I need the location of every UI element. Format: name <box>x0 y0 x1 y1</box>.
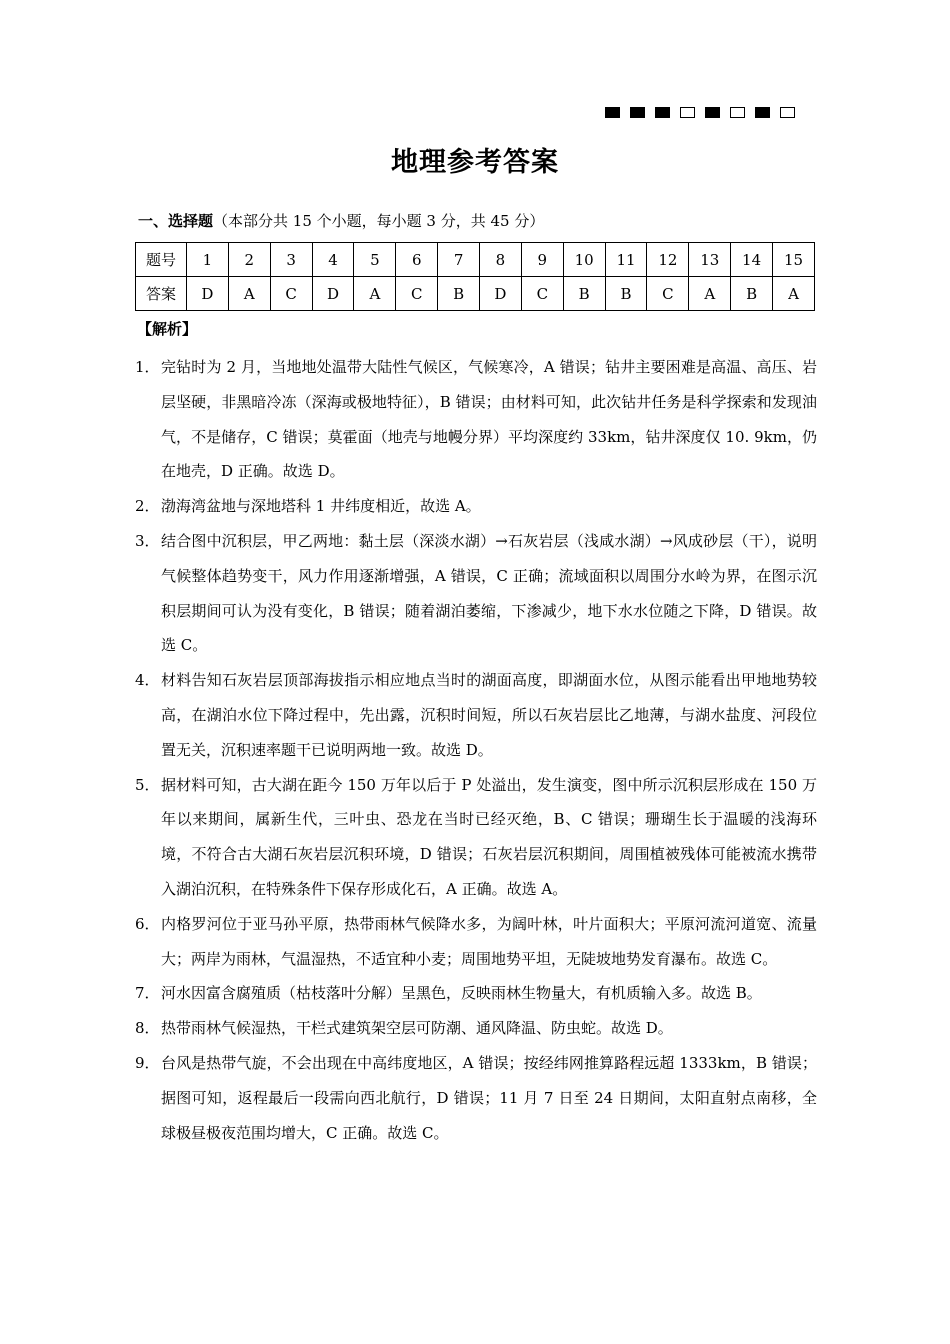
explanation-text: 内格罗河位于亚马孙平原，热带雨林气候降水多，为阔叶林，叶片面积大；平原河流河道宽、流量大；两岸为雨林，气温湿热，不适宜种小麦；周围地势平坦，无陡坡地势发育瀑布。故选 C。 <box>161 914 817 968</box>
explanation-number: 1． <box>135 358 160 376</box>
answer-table-answer-row <box>136 277 815 311</box>
filled-square-icon <box>755 107 770 118</box>
explanation-item <box>135 907 817 977</box>
question-number-cell: 15 <box>773 243 815 277</box>
question-number-cell: 9 <box>521 243 563 277</box>
explanation-item <box>135 1046 817 1150</box>
answer-cell: B <box>563 277 605 311</box>
answer-cell: D <box>480 277 522 311</box>
explanation-number: 4． <box>135 671 160 690</box>
answer-cell: A <box>228 277 270 311</box>
question-number-cell: 7 <box>438 243 480 277</box>
row-header-answer: 答案 <box>136 277 187 311</box>
question-number-cell: 3 <box>270 243 312 277</box>
filled-square-icon <box>705 107 720 118</box>
answer-cell: B <box>438 277 480 311</box>
answer-cell: D <box>187 277 229 311</box>
filled-square-icon <box>655 107 670 118</box>
question-number-cell: 6 <box>396 243 438 277</box>
explanation-number: 8． <box>135 1019 160 1038</box>
explanation-item <box>135 976 817 1011</box>
analysis-heading: 【解析】 <box>137 320 198 338</box>
section-label: 一、选择题 <box>138 212 214 230</box>
explanation-text: 据材料可知，古大湖在距今 150 万年以后于 P 处溢出，发生演变，图中所示沉积层形成在 150 万年以来期间，属新生代，三叶虫、恐龙在当时已经灭绝，B、C 错误；珊瑚生长于温暖的浅海环境，不符合古大湖石灰岩层沉积环境，D 错误；石灰岩层沉积期间，周围植被残体可能被流水携带入湖泊沉积，在特殊条件下保存形成化石，A 正确。故选 A。 <box>161 775 817 898</box>
explanation-text: 渤海湾盆地与深地塔科 1 井纬度相近，故选 A。 <box>161 497 481 516</box>
answer-table-number-row <box>136 243 815 277</box>
explanation-item <box>135 663 817 767</box>
explanation-item <box>135 1011 817 1046</box>
hollow-square-icon <box>680 107 695 118</box>
answer-cell: A <box>354 277 396 311</box>
question-number-cell: 5 <box>354 243 396 277</box>
explanation-text: 完钻时为 2 月，当地地处温带大陆性气候区，气候寒冷，A 错误；钻井主要困难是高温、高压、岩层坚硬，非黑暗冷冻（深海或极地特征），B 错误；由材料可知，此次钻井任务是科学探索和发现油气，不是储存，C 错误；莫霍面（地壳与地幔分界）平均深度约 33km，钻井深度仅 10. 9km，仍在地壳，D 正确。故选 D。 <box>161 358 817 481</box>
explanation-number: 9． <box>135 1053 160 1072</box>
answer-cell: C <box>270 277 312 311</box>
filled-square-icon <box>605 107 620 118</box>
explanation-item <box>135 768 817 907</box>
paper-code-marks <box>605 107 795 118</box>
answer-cell: C <box>521 277 563 311</box>
explanation-text: 热带雨林气候湿热，干栏式建筑架空层可防潮、通风降温、防虫蛇。故选 D。 <box>161 1019 673 1038</box>
explanation-number: 7． <box>135 984 160 1003</box>
section-heading <box>138 210 544 231</box>
question-number-cell: 14 <box>731 243 773 277</box>
answer-cell: A <box>773 277 815 311</box>
question-number-cell: 4 <box>312 243 354 277</box>
page-title: 地理参考答案 <box>391 147 559 178</box>
hollow-square-icon <box>730 107 745 118</box>
answer-cell: A <box>689 277 731 311</box>
question-number-cell: 12 <box>647 243 689 277</box>
explanation-text: 河水因富含腐殖质（枯枝落叶分解）呈黑色，反映雨林生物量大，有机质输入多。故选 B。 <box>161 984 762 1003</box>
question-number-cell: 13 <box>689 243 731 277</box>
section-note: （本部分共 15 个小题，每小题 3 分，共 45 分） <box>213 212 545 230</box>
explanation-item <box>135 524 817 663</box>
explanation-number: 2． <box>135 497 160 516</box>
answer-cell: C <box>647 277 689 311</box>
answer-cell: B <box>605 277 647 311</box>
row-header-number: 题号 <box>136 243 187 277</box>
question-number-cell: 10 <box>563 243 605 277</box>
question-number-cell: 2 <box>228 243 270 277</box>
explanation-item <box>135 350 817 489</box>
answer-cell: C <box>396 277 438 311</box>
explanation-text: 结合图中沉积层，甲乙两地：黏土层（深淡水湖）→石灰岩层（浅咸水湖）→风成砂层（干），说明气候整体趋势变干，风力作用逐渐增强，A 错误，C 正确；流域面积以周围分水岭为界，在图示沉积层期间可认为没有变化，B 错误；随着湖泊萎缩，下渗减少，地下水水位随之下降，D 错误。故选 C。 <box>161 531 817 655</box>
explanation-number: 3． <box>135 531 160 550</box>
explanation-text: 台风是热带气旋，不会出现在中高纬度地区，A 错误；按经纬网推算路程远超 1333km，B 错误；据图可知，返程最后一段需向西北航行，D 错误；11 月 7 日至 24 日期间，太阳直射点南移，全球极昼极夜范围均增大，C 正确。故选 C。 <box>161 1053 817 1142</box>
answer-cell: B <box>731 277 773 311</box>
explanation-text: 材料告知石灰岩层顶部海拔指示相应地点当时的湖面高度，即湖面水位，从图示能看出甲地地势较高，在湖泊水位下降过程中，先出露，沉积时间短，所以石灰岩层比乙地薄，与湖水盐度、河段位置无关，沉积速率题干已说明两地一致。故选 D。 <box>161 671 817 759</box>
explanation-number: 6． <box>135 914 160 933</box>
question-number-cell: 8 <box>480 243 522 277</box>
question-number-cell: 1 <box>187 243 229 277</box>
answer-cell: D <box>312 277 354 311</box>
filled-square-icon <box>630 107 645 118</box>
hollow-square-icon <box>780 107 795 118</box>
explanation-list <box>135 350 817 1150</box>
answer-table <box>135 242 815 311</box>
question-number-cell: 11 <box>605 243 647 277</box>
explanation-number: 5． <box>135 775 160 794</box>
explanation-item <box>135 489 817 524</box>
